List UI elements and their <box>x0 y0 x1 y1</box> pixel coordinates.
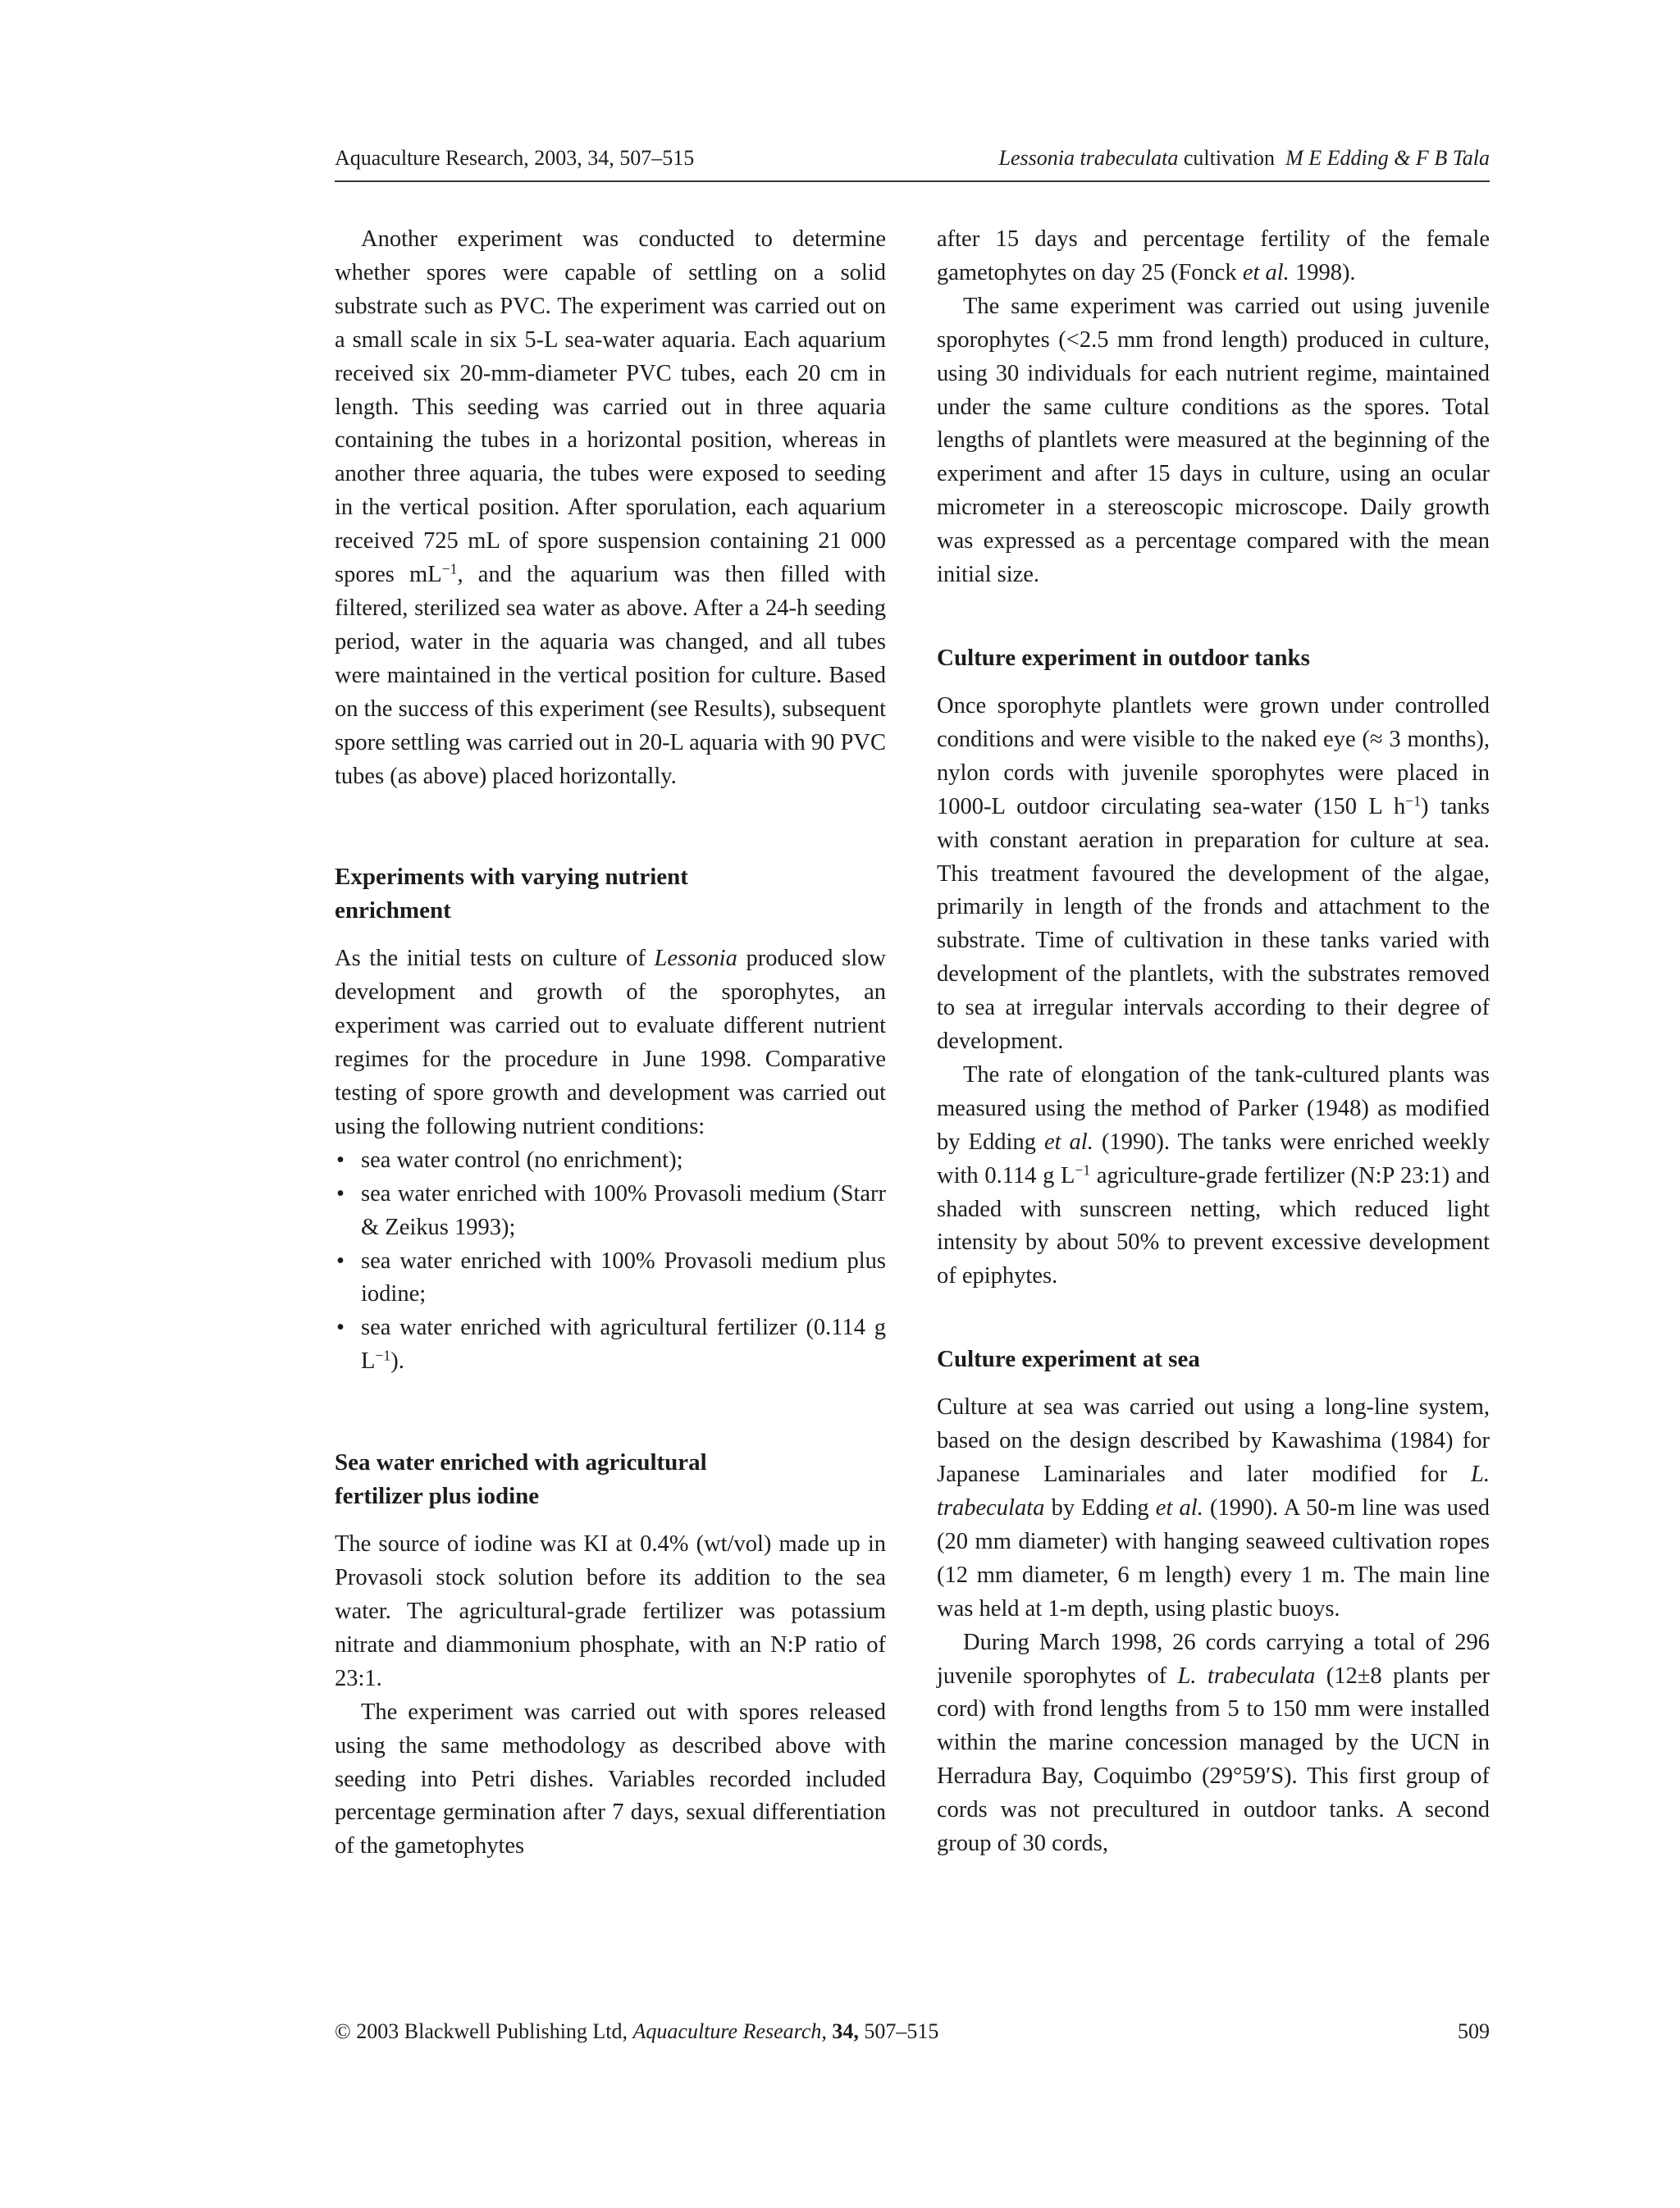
heading-line: enrichment <box>335 897 451 924</box>
paragraph-text: ) tanks with constant aeration in preparation for culture at sea. This treatment favoured the development of the algae, primarily in length of the fronds and attachment to the substrate. Time of cultivation in these tanks varied with development of the plantlets, with the substrates removed to sea at irregular intervals according to their degree of development. <box>937 793 1490 1055</box>
paragraph-text: Culture at sea was carried out using a long-line system, based on the design described by Kawashima (1984) for Japanese Laminariales and later modified for <box>937 1394 1490 1488</box>
section-heading-nutrient <box>335 860 886 928</box>
paragraph-text: Another experiment was conducted to determine whether spores were capable of settling on a solid substrate such as PVC. The experiment was carried out on a small scale in six 5-L sea-water aquaria. Each aquarium received six 20-mm-diameter PVC tubes, each 20 cm in length. This seeding was carried out in three aquaria containing the tubes in a horizontal position, whereas in another three aquaria, the tubes were exposed to seeding in the vertical position. After sporulation, each aquarium received 725 mL of spore suspension containing 21 000 spores mL <box>335 226 886 588</box>
list-item <box>335 1178 886 1245</box>
et-al: et al. <box>1043 1129 1093 1155</box>
spacer <box>335 928 886 942</box>
species-name: L. trabeculata <box>937 1462 1490 1521</box>
right-column <box>937 223 1490 1861</box>
paragraph-tanks <box>937 690 1490 1059</box>
paragraph-text: The rate of elongation of the tank-cultured plants was measured using the method of Parker (1948) as modified by Edding <box>937 1061 1490 1155</box>
paragraph-text: by Edding <box>1044 1495 1156 1521</box>
section-heading-tanks: Culture experiment in outdoor tanks <box>937 644 1310 671</box>
superscript: −1 <box>375 1347 391 1364</box>
list-item-text: sea water control (no enrichment); <box>361 1147 683 1173</box>
paragraph-text: (1990). A 50-m line was used (20 mm diameter) with hanging seaweed cultivation ropes (12 mm diameter, 6 m length) every 1 m. The main line was held at 1-m depth, using plastic buoys. <box>937 1495 1490 1622</box>
page-number: 509 <box>1458 2019 1490 2043</box>
copyright-line <box>335 2016 938 2047</box>
paragraph-text: During March 1998, 26 cords carrying a total of 296 juvenile sporophytes of <box>937 1629 1490 1689</box>
spacer <box>937 592 1490 641</box>
paragraph-text: agriculture-grade fertilizer (N:P 23:1) and shaded with sunscreen netting, which reduced light intensity by about 50% to prevent excessive development of epiphytes. <box>937 1162 1490 1289</box>
paragraph-text: Once sporophyte plantlets were grown under controlled conditions and were visible to the naked eye (≈ 3 months), nylon cords with juvenile sporophytes were placed in 1000-L outdoor circulating sea-water (150 L h <box>937 692 1490 819</box>
list-item-text: sea water enriched with 100% Provasoli medium (Starr & Zeikus 1993); <box>361 1180 886 1240</box>
paragraph-text: As the initial tests on culture of <box>335 946 655 972</box>
species-name: L. trabeculata <box>1177 1663 1316 1689</box>
paragraph-iodine: The source of iodine was KI at 0.4% (wt/vol) made up in Provasoli stock solution before its addition to the sea water. The agricultural-grade fertilizer was potassium nitrate and diammonium phosphate, with an N:P ratio of 23:1. <box>335 1531 886 1691</box>
list-item <box>335 1245 886 1312</box>
running-header <box>335 143 1490 179</box>
paragraph-sea <box>937 1391 1490 1626</box>
left-column <box>335 223 886 1864</box>
list-item <box>335 1312 886 1379</box>
paragraph-experiment: The experiment was carried out with spores released using the same methodology as described above with seeding into Petri dishes. Variables recorded included percentage germination after 7 days, sexual differentiation of the gametophytes <box>335 1699 886 1859</box>
superscript: −1 <box>441 560 458 577</box>
section-heading-iodine <box>335 1446 886 1513</box>
spacer <box>937 1376 1490 1391</box>
bullet-icon: • <box>336 1147 345 1173</box>
nutrient-conditions-list <box>335 1144 886 1379</box>
genus-name: Lessonia <box>654 946 737 972</box>
et-al: et al. <box>1155 1495 1203 1521</box>
paragraph-text: 1998). <box>1289 259 1356 285</box>
heading-line: fertilizer plus iodine <box>335 1483 540 1510</box>
volume-number: 34, <box>826 2019 859 2043</box>
spacer <box>335 1513 886 1528</box>
paragraph-text: produced slow development and growth of the sporophytes, an experiment was carried out to evaluate different nutrient regimes for the procedure in June 1998. Comparative testing of spore growth and development was carried out using the following nutrient conditions: <box>335 946 886 1139</box>
list-item-text: ). <box>390 1348 404 1375</box>
running-title-rest: cultivation <box>1178 146 1276 170</box>
running-title-species: Lessonia trabeculata <box>998 146 1179 170</box>
spacer <box>937 675 1490 690</box>
paragraph-spore-settling <box>335 223 886 793</box>
section-heading-sea: Culture experiment at sea <box>937 1346 1200 1373</box>
superscript: −1 <box>1405 792 1422 809</box>
page-footer <box>335 2016 1490 2049</box>
journal-name: Aquaculture Research, <box>632 2019 827 2043</box>
running-authors: M E Edding & F B Tala <box>1285 146 1490 170</box>
header-divider <box>335 180 1490 182</box>
paragraph-march <box>937 1626 1490 1861</box>
list-item <box>335 1144 886 1178</box>
paragraph-continued <box>937 223 1490 290</box>
journal-citation: Aquaculture Research, 2003, 34, 507–515 <box>335 146 695 170</box>
bullet-icon: • <box>336 1315 345 1341</box>
paragraph-text: , and the aquarium was then filled with filtered, sterilized sea water as above. After a 24-h seeding period, water in the aquaria was changed, and all tubes were maintained in the vertical position for culture. Based on the success of this experiment (see Results), subsequent spore settling was carried out in 20-L aquaria with 90 PVC tubes (as above) placed horizontally. <box>335 562 886 789</box>
page-range: 507–515 <box>858 2019 939 2043</box>
spacer <box>937 1293 1490 1343</box>
paragraph-elongation <box>937 1059 1490 1293</box>
paragraph-nutrient <box>335 942 886 1143</box>
spacer <box>335 1379 886 1446</box>
running-title <box>999 143 1490 174</box>
list-item-text: sea water enriched with agricultural fertilizer (0.114 g L <box>361 1315 886 1375</box>
superscript: −1 <box>1075 1161 1091 1178</box>
paragraph-text: (12±8 plants per cord) with frond lengths from 5 to 150 mm were installed within the marine concession managed by the UCN in Herradura Bay, Coquimbo (29°59′S). This first group of cords was not precultured in outdoor tanks. A second group of 30 cords, <box>937 1663 1490 1857</box>
bullet-icon: • <box>336 1180 345 1207</box>
bullet-icon: • <box>336 1248 345 1274</box>
copyright-text: © 2003 Blackwell Publishing Ltd, <box>335 2019 633 2043</box>
paragraph-juvenile: The same experiment was carried out using juvenile sporophytes (<2.5 mm frond length) produced in culture, using 30 individuals for each nutrient regime, maintained under the same culture conditions as the spores. Total lengths of plantlets were measured at the beginning of the experiment and after 15 days in culture, using an ocular micrometer in a stereoscopic microscope. Daily growth was expressed as a percentage compared with the mean initial size. <box>937 293 1490 588</box>
et-al: et al. <box>1242 259 1290 285</box>
paragraph-text: after 15 days and percentage fertility of the female gametophytes on day 25 (Fonck <box>937 226 1490 285</box>
paragraph-text: (1990). The tanks were enriched weekly with 0.114 g L <box>937 1129 1490 1188</box>
spacer <box>335 793 886 860</box>
heading-line: Experiments with varying nutrient <box>335 864 688 891</box>
list-item-text: sea water enriched with 100% Provasoli medium plus iodine; <box>361 1248 886 1307</box>
heading-line: Sea water enriched with agricultural <box>335 1449 707 1476</box>
